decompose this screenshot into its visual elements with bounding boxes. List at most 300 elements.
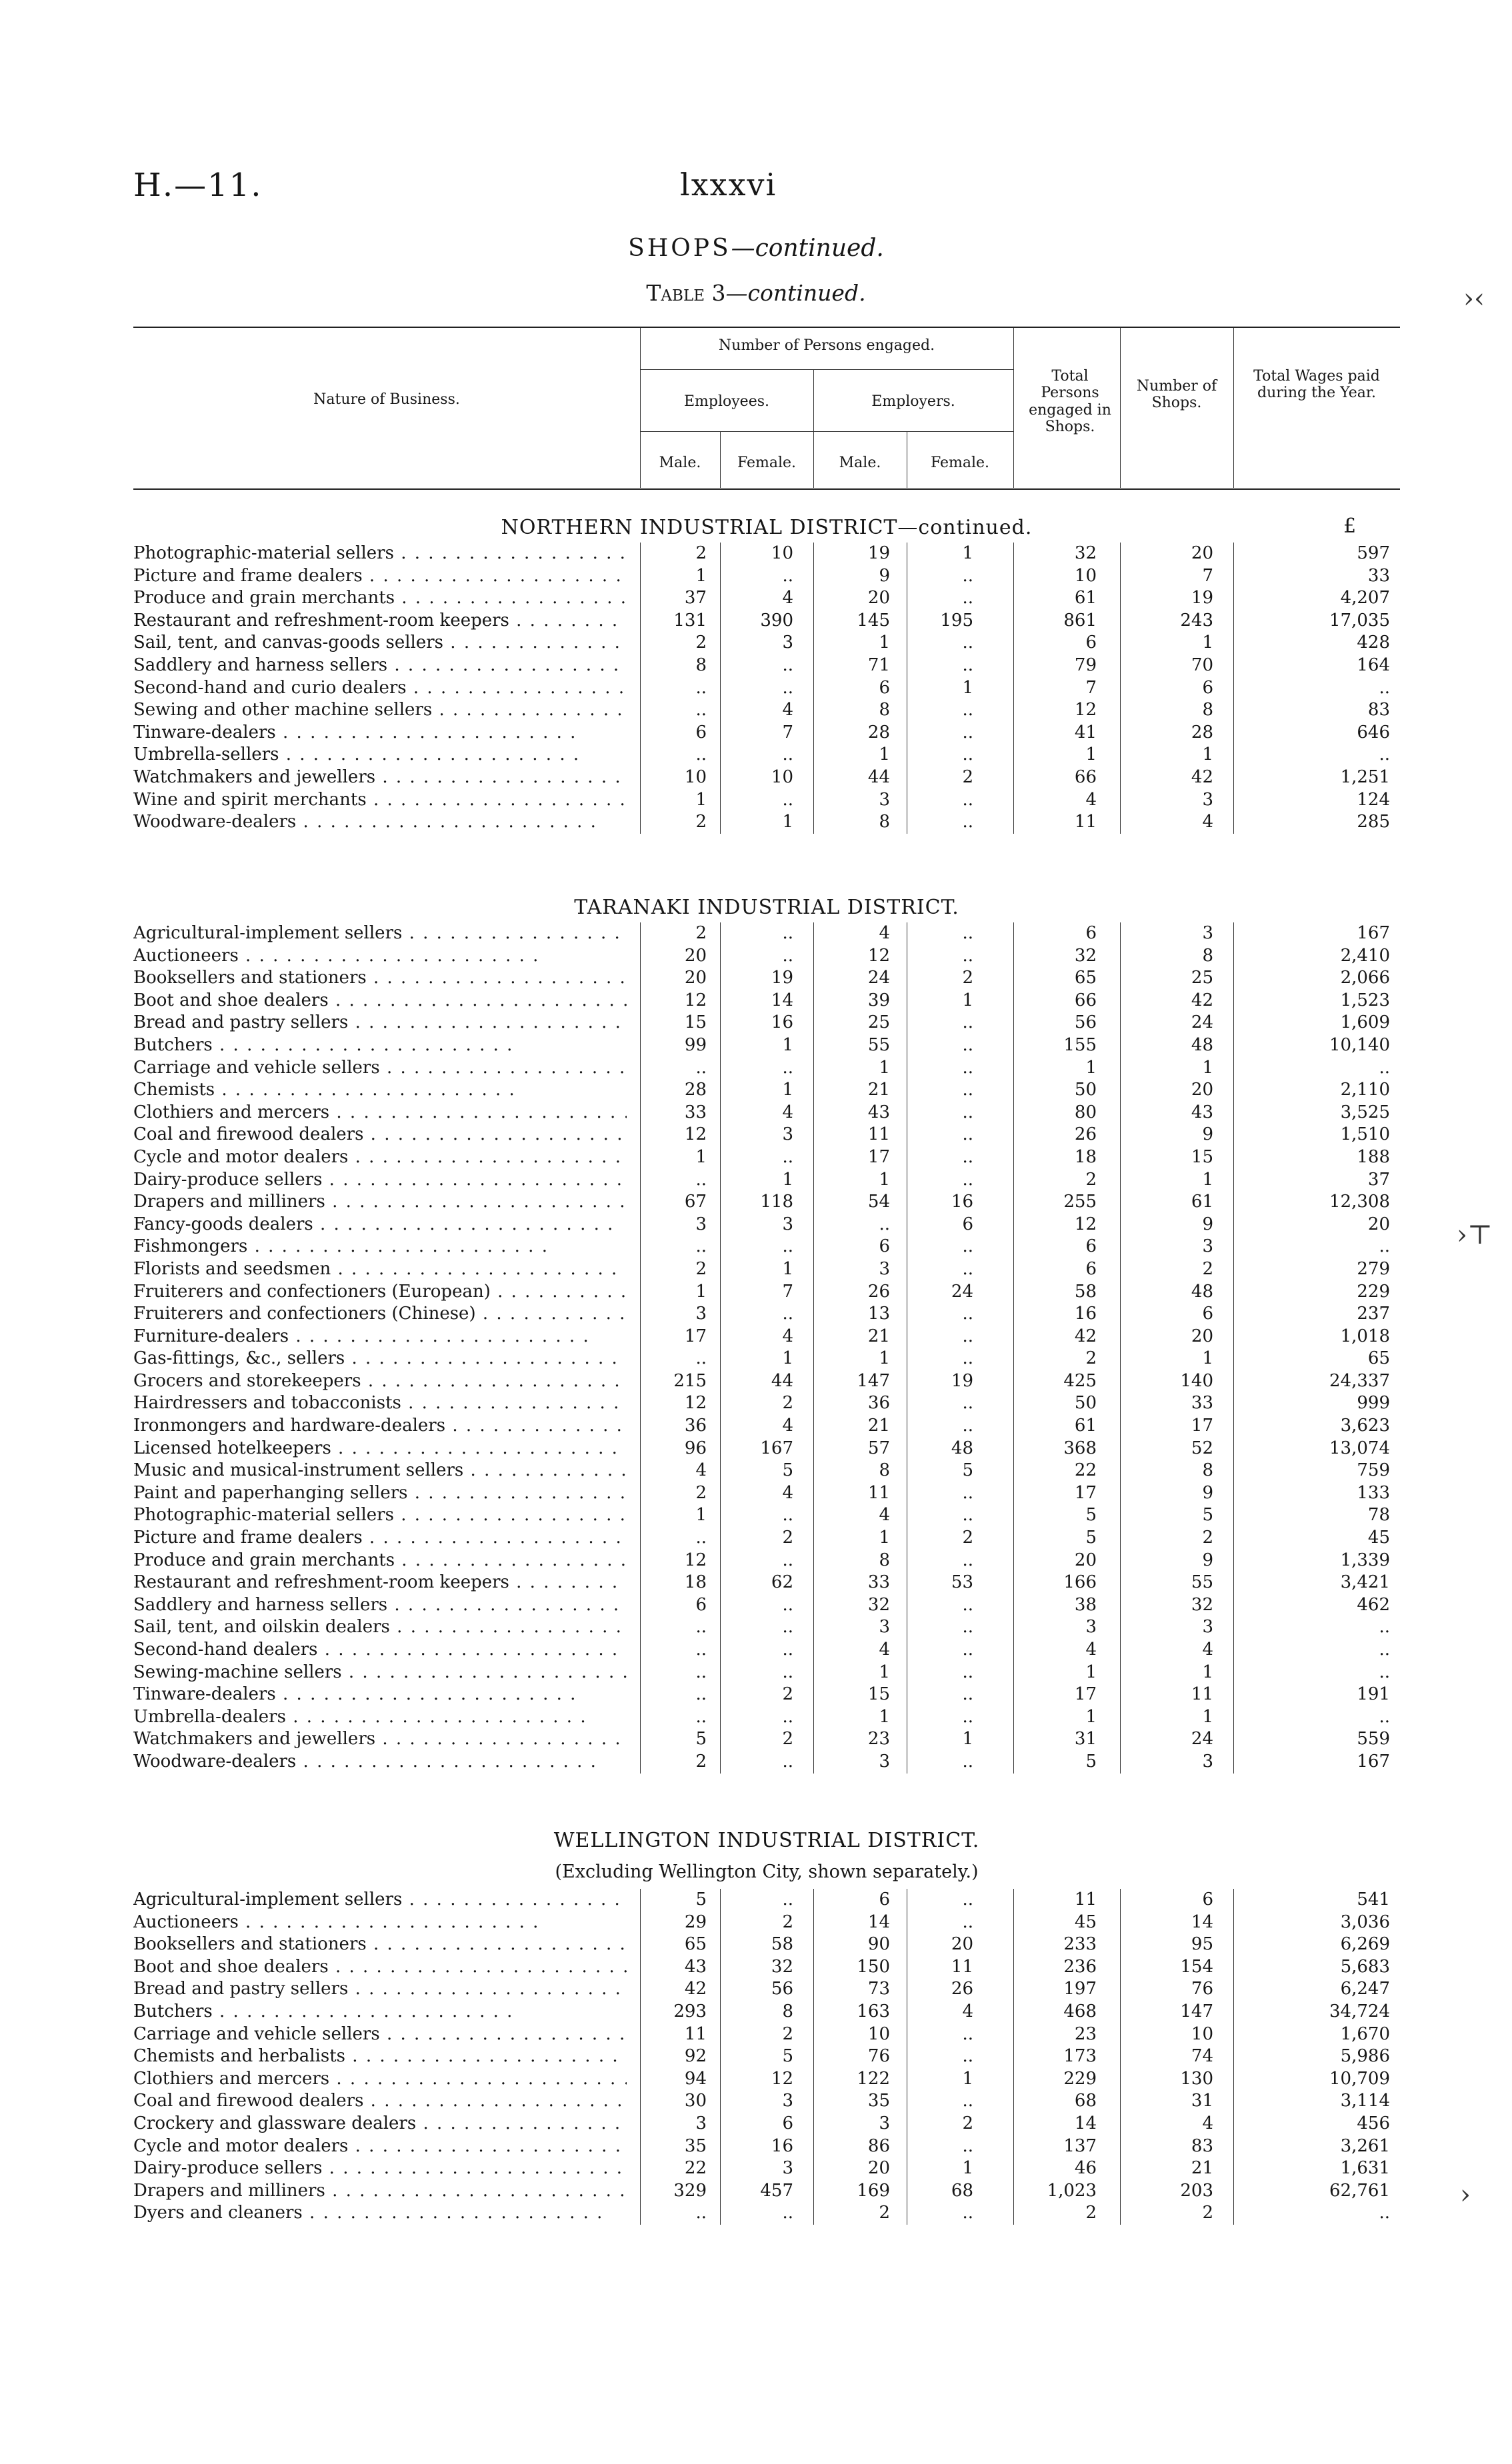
employers-female: .. [962, 1751, 973, 1772]
total-wages: .. [1379, 2203, 1390, 2223]
employers-male: 26 [867, 1281, 890, 1302]
number-of-shops: 3 [1202, 789, 1213, 810]
total-wages: 646 [1357, 722, 1390, 742]
number-of-shops: 11 [1191, 1684, 1213, 1705]
number-of-shops: 4 [1202, 812, 1213, 832]
employers-female: .. [962, 744, 973, 765]
number-of-shops: 1 [1202, 1057, 1213, 1078]
employers-female: .. [962, 1304, 973, 1324]
total-persons: 6 [1085, 1236, 1097, 1257]
table-row [133, 1933, 1400, 1956]
total-wages: .. [1379, 1640, 1390, 1660]
employees-female: 2 [782, 1729, 793, 1750]
employees-female: .. [782, 1057, 793, 1078]
employees-male: 20 [684, 968, 707, 988]
employers-male: 35 [867, 2091, 890, 2111]
table-row [133, 1751, 1400, 1774]
total-wages: 24,337 [1329, 1370, 1390, 1391]
table-row [133, 1079, 1400, 1102]
margin-mark: ›‹ [1463, 283, 1485, 314]
employers-female: 68 [951, 2180, 973, 2201]
employees-female: 390 [760, 610, 793, 630]
table-row [133, 967, 1400, 990]
employers-male: 57 [867, 1438, 890, 1458]
employees-male: .. [695, 1348, 707, 1369]
total-persons: 5 [1085, 1505, 1097, 1526]
employees-female: .. [782, 565, 793, 586]
employers-male: 8 [879, 812, 890, 832]
total-persons: 7 [1085, 677, 1097, 698]
business-name: Woodware-dealers . . [133, 1751, 627, 1774]
number-of-shops: 28 [1191, 722, 1213, 742]
table-row [133, 610, 1400, 632]
table-row [133, 1281, 1400, 1304]
business-name: Bread and pastry sellers . . [133, 1012, 627, 1034]
employees-female: 2 [782, 1684, 793, 1705]
total-persons: 1 [1085, 1057, 1097, 1078]
business-name: Umbrella-sellers . . [133, 744, 627, 766]
employees-female: 2 [782, 1393, 793, 1414]
employees-female: .. [782, 1662, 793, 1682]
employers-female: 2 [962, 1528, 973, 1548]
employers-male: 76 [867, 2046, 890, 2067]
employees-male: 2 [695, 543, 707, 563]
employers-male: 6 [879, 677, 890, 698]
total-persons: 166 [1063, 1572, 1097, 1593]
employers-female: 20 [951, 1934, 973, 1955]
employees-male: 94 [684, 2068, 707, 2089]
total-wages: 6,269 [1340, 1934, 1390, 1955]
employers-female: .. [962, 632, 973, 653]
table-row [133, 677, 1400, 700]
number-of-shops: 15 [1191, 1146, 1213, 1167]
employers-female: 195 [940, 610, 973, 630]
employers-male: 15 [867, 1684, 890, 1705]
total-persons: 236 [1063, 1956, 1097, 1977]
number-of-shops: 3 [1202, 1751, 1213, 1772]
employers-female: 2 [962, 968, 973, 988]
business-name: Paint and paperhanging sellers . . [133, 1482, 627, 1505]
business-name: Tinware-dealers . . [133, 1684, 627, 1706]
business-name: Saddlery and harness sellers . . [133, 1594, 627, 1617]
col-total: Total Persons engaged in Shops. [1029, 368, 1111, 435]
table-row [133, 2180, 1400, 2203]
total-persons: 11 [1074, 1889, 1097, 1909]
number-of-shops: 6 [1202, 677, 1213, 698]
table-row [133, 945, 1400, 968]
total-wages: 62,761 [1329, 2180, 1390, 2201]
number-of-shops: 5 [1202, 1505, 1213, 1526]
employees-female: 167 [760, 1438, 793, 1458]
page-title-main: SHOPS [628, 235, 731, 262]
table-row [133, 632, 1400, 654]
employees-female: .. [782, 2203, 793, 2223]
business-name: Second-hand and curio dealers . . [133, 677, 627, 700]
total-wages: 229 [1357, 1281, 1390, 1302]
total-wages: 4,207 [1340, 588, 1390, 609]
employees-female: 1 [782, 1169, 793, 1190]
employees-male: .. [695, 1684, 707, 1705]
number-of-shops: 7 [1202, 565, 1213, 586]
business-name: Produce and grain merchants . . [133, 1550, 627, 1572]
employers-male: 145 [857, 610, 890, 630]
page-header [133, 167, 1400, 220]
employees-male: 1 [695, 789, 707, 810]
number-of-shops: 203 [1180, 2180, 1213, 2201]
number-of-shops: 154 [1180, 1956, 1213, 1977]
employees-male: .. [695, 1236, 707, 1257]
table-row [133, 2001, 1400, 2023]
table-row [133, 766, 1400, 789]
table-row [133, 2157, 1400, 2180]
business-name: Sail, tent, and oilskin dealers . . [133, 1616, 627, 1639]
total-wages: 10,709 [1329, 2068, 1390, 2089]
total-persons: 2 [1085, 2203, 1097, 2223]
number-of-shops: 14 [1191, 1911, 1213, 1932]
business-name: Dyers and cleaners . . [133, 2202, 627, 2225]
number-of-shops: 9 [1202, 1550, 1213, 1570]
total-wages: 6,247 [1340, 1979, 1390, 1999]
number-of-shops: 33 [1191, 1393, 1213, 1414]
employees-female: .. [782, 1889, 793, 1909]
total-persons: 11 [1074, 812, 1097, 832]
employers-male: 86 [867, 2135, 890, 2156]
total-persons: 65 [1074, 968, 1097, 988]
number-of-shops: 61 [1191, 1192, 1213, 1212]
table-row [133, 543, 1400, 565]
total-wages: .. [1379, 1662, 1390, 1682]
employees-female: 2 [782, 1911, 793, 1932]
total-persons: 10 [1074, 565, 1097, 586]
employees-female: .. [782, 677, 793, 698]
business-name: Auctioneers . . [133, 1911, 627, 1934]
number-of-shops: 9 [1202, 1124, 1213, 1145]
section-taranaki [133, 893, 1400, 1774]
business-name: Photographic-material sellers . . [133, 1504, 627, 1527]
employers-male: 23 [867, 1729, 890, 1750]
total-wages: 237 [1357, 1304, 1390, 1324]
number-of-shops: 20 [1191, 543, 1213, 563]
total-wages: 428 [1357, 632, 1390, 653]
number-of-shops: 48 [1191, 1281, 1213, 1302]
employers-female: 1 [962, 2158, 973, 2179]
col-wages: Total Wages paid during the Year. [1253, 368, 1380, 402]
employees-male: 3 [695, 2113, 707, 2133]
total-persons: 79 [1074, 654, 1097, 675]
business-name: Fruiterers and confectioners (Chinese) . . [133, 1303, 627, 1326]
total-wages: 34,724 [1329, 2001, 1390, 2021]
table-row [133, 1482, 1400, 1505]
total-wages: .. [1379, 677, 1390, 698]
table-row [133, 1057, 1400, 1080]
employees-male: 35 [684, 2135, 707, 2156]
employers-male: 8 [879, 1460, 890, 1481]
employers-male: 32 [867, 1594, 890, 1615]
total-persons: 17 [1074, 1482, 1097, 1503]
employees-female: 7 [782, 722, 793, 742]
employers-female: .. [962, 1124, 973, 1145]
employees-female: 2 [782, 1528, 793, 1548]
business-name: Drapers and milliners . . [133, 2180, 627, 2203]
employees-female: 3 [782, 2091, 793, 2111]
number-of-shops: 140 [1180, 1370, 1213, 1391]
business-name: Booksellers and stationers . . [133, 967, 627, 990]
employers-male: 4 [879, 923, 890, 943]
employees-female: 14 [771, 990, 793, 1010]
number-of-shops: 55 [1191, 1572, 1213, 1593]
number-of-shops: 83 [1191, 2135, 1213, 2156]
business-name: Cycle and motor dealers . . [133, 2135, 627, 2158]
employers-male: 43 [867, 1102, 890, 1122]
employers-female: 1 [962, 543, 973, 563]
total-persons: 255 [1063, 1192, 1097, 1212]
table-row [133, 2090, 1400, 2113]
table-row [133, 722, 1400, 744]
section-title: TARANAKI INDUSTRIAL DISTRICT. [574, 896, 959, 919]
total-persons: 12 [1074, 700, 1097, 720]
employers-male: 1 [879, 1057, 890, 1078]
employees-female: 1 [782, 1348, 793, 1369]
employers-female: .. [962, 1057, 973, 1078]
employees-male: 65 [684, 1934, 707, 1955]
number-of-shops: 2 [1202, 1258, 1213, 1279]
employees-male: .. [695, 1528, 707, 1548]
total-persons: 6 [1085, 632, 1097, 653]
employers-male: 39 [867, 990, 890, 1010]
employees-male: 29 [684, 1911, 707, 1932]
employers-male: 1 [879, 1662, 890, 1682]
employees-female: .. [782, 1594, 793, 1615]
employees-male: 1 [695, 1505, 707, 1526]
employers-male: 6 [879, 1236, 890, 1257]
total-wages: 188 [1357, 1146, 1390, 1167]
total-persons: 229 [1063, 2068, 1097, 2089]
total-wages: 279 [1357, 1258, 1390, 1279]
employers-female: .. [962, 945, 973, 966]
employers-male: 13 [867, 1304, 890, 1324]
total-wages: 2,410 [1340, 945, 1390, 966]
employees-male: 8 [695, 654, 707, 675]
business-name: Dairy-produce sellers . . [133, 2157, 627, 2180]
business-name: Coal and firewood dealers . . [133, 2090, 627, 2113]
employees-female: .. [782, 1751, 793, 1772]
employers-male: .. [879, 1214, 890, 1234]
employers-female: 2 [962, 766, 973, 787]
employers-male: 1 [879, 744, 890, 765]
section-title: NORTHERN INDUSTRIAL DISTRICT—continued. £ [133, 513, 1400, 543]
total-persons: 1 [1085, 1662, 1097, 1682]
total-persons: 17 [1074, 1684, 1097, 1705]
number-of-shops: 8 [1202, 700, 1213, 720]
employers-male: 169 [857, 2180, 890, 2201]
table-row [133, 1102, 1400, 1124]
employees-male: 22 [684, 2158, 707, 2179]
employees-female: 10 [771, 543, 793, 563]
employees-male: 1 [695, 1281, 707, 1302]
employees-male: 36 [684, 1416, 707, 1436]
employers-female: .. [962, 1617, 973, 1638]
table-row [133, 744, 1400, 766]
employers-female: 24 [951, 1281, 973, 1302]
total-wages: 462 [1357, 1594, 1390, 1615]
col-employees: Employees. [683, 393, 770, 410]
employees-male: 4 [695, 1460, 707, 1481]
table-row [133, 1258, 1400, 1281]
total-persons: 155 [1063, 1034, 1097, 1055]
total-persons: 46 [1074, 2158, 1097, 2179]
employees-female: 44 [771, 1370, 793, 1391]
table-row [133, 565, 1400, 588]
number-of-shops: 2 [1202, 1528, 1213, 1548]
employees-female: 3 [782, 1214, 793, 1234]
number-of-shops: 6 [1202, 1304, 1213, 1324]
business-name: Woodware-dealers . . [133, 811, 627, 834]
number-of-shops: 21 [1191, 2158, 1213, 2179]
column-header [133, 327, 1400, 490]
employees-female: 4 [782, 1102, 793, 1122]
total-persons: 2 [1085, 1348, 1097, 1369]
total-wages: .. [1379, 1236, 1390, 1257]
business-name: Butchers . . [133, 1034, 627, 1057]
total-wages: 1,670 [1340, 2023, 1390, 2044]
employers-male: 71 [867, 654, 890, 675]
employers-female: .. [962, 789, 973, 810]
employers-female: .. [962, 1662, 973, 1682]
total-persons: 4 [1085, 789, 1097, 810]
total-persons: 38 [1074, 1594, 1097, 1615]
employers-male: 44 [867, 766, 890, 787]
total-persons: 58 [1074, 1281, 1097, 1302]
employers-female: .. [962, 1236, 973, 1257]
total-persons: 68 [1074, 2091, 1097, 2111]
employees-female: 4 [782, 1416, 793, 1436]
table-row [133, 1348, 1400, 1370]
employers-female: .. [962, 2135, 973, 2156]
business-name: Fishmongers . . [133, 1236, 627, 1258]
table-row [133, 1169, 1400, 1192]
total-persons: 22 [1074, 1460, 1097, 1481]
employees-female: 4 [782, 1482, 793, 1503]
employees-male: 5 [695, 1729, 707, 1750]
table-row [133, 1415, 1400, 1438]
employers-female: .. [962, 923, 973, 943]
total-wages: 3,421 [1340, 1572, 1390, 1593]
employees-male: 6 [695, 1594, 707, 1615]
employers-female: .. [962, 1684, 973, 1705]
table-row [133, 922, 1400, 945]
total-persons: 18 [1074, 1146, 1097, 1167]
number-of-shops: 1 [1202, 1169, 1213, 1190]
total-wages: 759 [1357, 1460, 1390, 1481]
employers-female: 53 [951, 1572, 973, 1593]
total-wages: 999 [1357, 1393, 1390, 1414]
number-of-shops: 3 [1202, 923, 1213, 943]
total-persons: 31 [1074, 1729, 1097, 1750]
employees-female: .. [782, 1505, 793, 1526]
employees-male: 2 [695, 923, 707, 943]
employees-female: 4 [782, 700, 793, 720]
table-title [0, 280, 1512, 306]
total-wages: 65 [1367, 1348, 1390, 1369]
table-row [133, 1706, 1400, 1729]
number-of-shops: 9 [1202, 1482, 1213, 1503]
total-wages: .. [1379, 1617, 1390, 1638]
total-persons: 45 [1074, 1911, 1097, 1932]
employees-male: 2 [695, 1482, 707, 1503]
col-employers: Employers. [871, 393, 955, 410]
total-wages: 597 [1357, 543, 1390, 563]
employers-female: .. [962, 1640, 973, 1660]
business-name: Hairdressers and tobacconists . . [133, 1392, 627, 1415]
employees-male: 12 [684, 1550, 707, 1570]
table-row [133, 1236, 1400, 1258]
business-name: Wine and spirit merchants . . [133, 789, 627, 812]
business-name: Umbrella-dealers . . [133, 1706, 627, 1729]
employers-male: 1 [879, 1706, 890, 1727]
total-persons: 468 [1063, 2001, 1097, 2021]
total-wages: 167 [1357, 1751, 1390, 1772]
employees-male: 293 [673, 2001, 707, 2021]
col-nature: Nature of Business. [313, 391, 460, 408]
employees-female: 118 [760, 1192, 793, 1212]
total-persons: 1 [1085, 744, 1097, 765]
employees-female: .. [782, 1706, 793, 1727]
employers-male: 12 [867, 945, 890, 966]
employers-female: .. [962, 1482, 973, 1503]
employees-female: .. [782, 1617, 793, 1638]
total-wages: 1,609 [1340, 1012, 1390, 1033]
employees-female: .. [782, 945, 793, 966]
business-name: Auctioneers . . [133, 945, 627, 968]
business-name: Sewing-machine sellers . . [133, 1662, 627, 1684]
business-name: Booksellers and stationers . . [133, 1933, 627, 1956]
table-row [133, 1684, 1400, 1706]
business-name: Watchmakers and jewellers . . [133, 766, 627, 789]
employees-male: 30 [684, 2091, 707, 2111]
total-wages: 10,140 [1329, 1034, 1390, 1055]
employees-male: 1 [695, 565, 707, 586]
business-name: Carriage and vehicle sellers . . [133, 2023, 627, 2046]
employers-male: 11 [867, 1482, 890, 1503]
business-name: Furniture-dealers . . [133, 1326, 627, 1348]
total-persons: 32 [1074, 945, 1097, 966]
table-row [133, 789, 1400, 812]
business-name: Agricultural-implement sellers . . [133, 922, 627, 945]
table-title-suffix: —continued. [725, 280, 866, 306]
business-name: Coal and firewood dealers . . [133, 1124, 627, 1146]
employers-female: .. [962, 1080, 973, 1100]
total-wages: 12,308 [1329, 1192, 1390, 1212]
employees-female: 3 [782, 632, 793, 653]
total-wages: 37 [1367, 1169, 1390, 1190]
table-row [133, 811, 1400, 834]
employees-female: .. [782, 654, 793, 675]
employees-female: 12 [771, 2068, 793, 2089]
business-name: Licensed hotelkeepers . . [133, 1438, 627, 1460]
employers-male: 21 [867, 1326, 890, 1346]
total-wages: 3,036 [1340, 1911, 1390, 1932]
table-row [133, 1911, 1400, 1934]
business-name: Ironmongers and hardware-dealers . . [133, 1415, 627, 1438]
total-wages: 1,523 [1340, 990, 1390, 1010]
employees-male: 92 [684, 2046, 707, 2067]
employees-female: 58 [771, 1934, 793, 1955]
number-of-shops: 32 [1191, 1594, 1213, 1615]
employees-female: 32 [771, 1956, 793, 1977]
total-persons: 1 [1085, 1706, 1097, 1727]
employees-female: 1 [782, 1034, 793, 1055]
employers-male: 1 [879, 1528, 890, 1548]
